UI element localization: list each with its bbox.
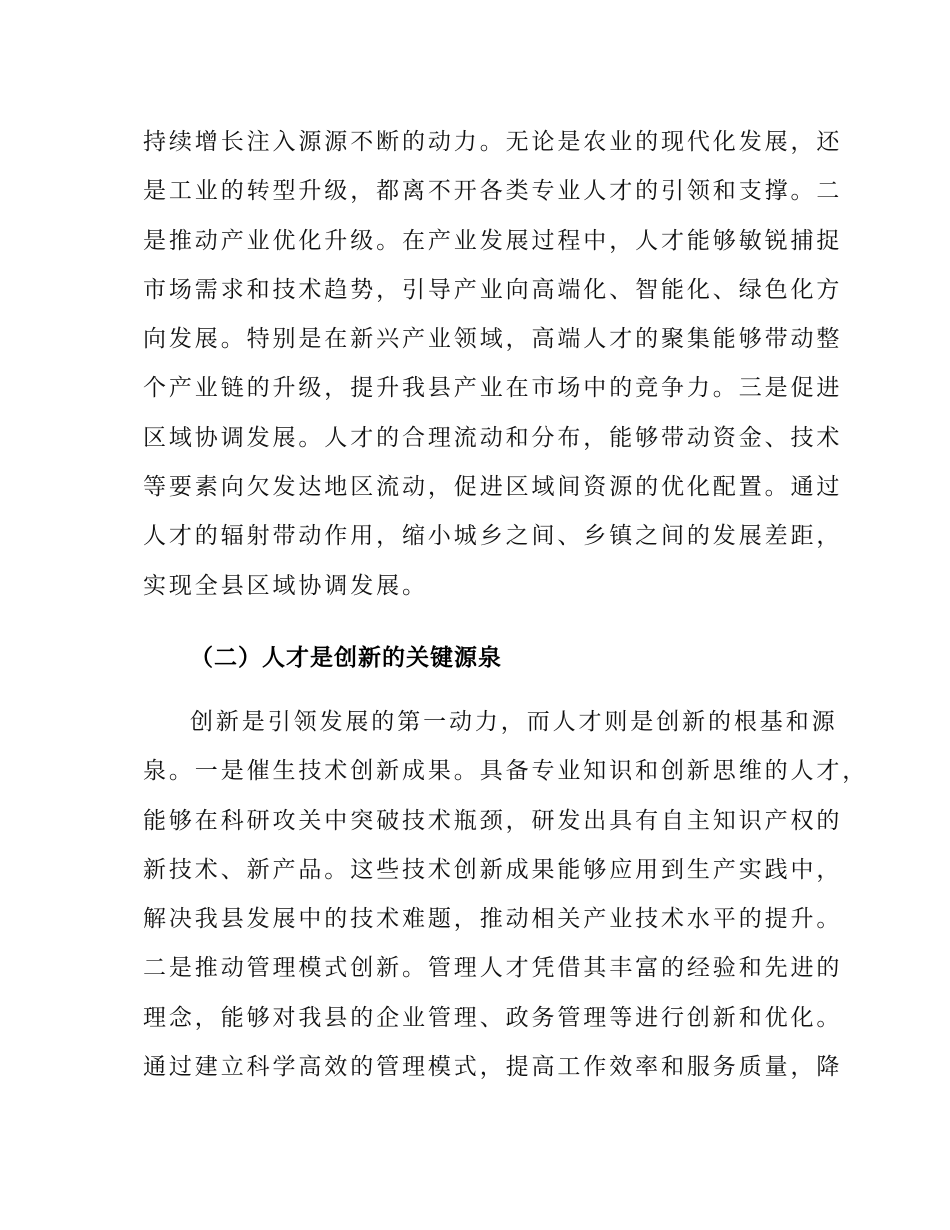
text-line: 二是推动管理模式创新。管理人才凭借其丰富的经验和先进的 (143, 955, 843, 982)
paragraph-2 (143, 698, 869, 1092)
text-line: 创新是引领发展的第一动力，而人才则是创新的根基和源 (190, 709, 838, 735)
text-line: 理念，能够对我县的企业管理、政务管理等进行创新和优化。 (143, 1004, 843, 1031)
text-line: 能够在科研攻关中突破技术瓶颈，研发出具有自主知识产权的 (143, 807, 843, 834)
text-line: 持续增长注入源源不断的动力。无论是农业的现代化发展，还 (143, 129, 843, 155)
text-line: 市场需求和技术趋势，引导产业向高端化、智能化、绿色化方 (143, 276, 843, 303)
text-line: 解决我县发展中的技术难题，推动相关产业技术水平的提升。 (143, 906, 843, 933)
text-line: 个产业链的升级，提升我县产业在市场中的竞争力。三是促进 (143, 375, 843, 402)
text-line: 实现全县区域协调发展。 (143, 572, 428, 599)
text-line: 等要素向欠发达地区流动，促进区域间资源的优化配置。通过 (143, 474, 843, 501)
section-heading: （二）人才是创新的关键源泉 (190, 645, 502, 671)
text-line: 区域协调发展。人才的合理流动和分布，能够带动资金、技术 (143, 424, 843, 451)
text-line: 人才的辐射带动作用，缩小城乡之间、乡镇之间的发展差距， (143, 523, 843, 550)
text-line: 泉。一是催生技术创新成果。具备专业知识和创新思维的人才， (143, 758, 869, 785)
text-line: 新技术、新产品。这些技术创新成果能够应用到生产实践中， (143, 856, 843, 883)
text-line: 向发展。特别是在新兴产业领域，高端人才的聚集能够带动整 (143, 326, 843, 353)
paragraph-1 (143, 118, 843, 611)
text-line: 通过建立科学高效的管理模式，提高工作效率和服务质量，降 (143, 1054, 843, 1081)
text-line: 是工业的转型升级，都离不开各类专业人才的引领和支撑。二 (143, 178, 843, 205)
text-line: 是推动产业优化升级。在产业发展过程中，人才能够敏锐捕捉 (143, 227, 843, 254)
